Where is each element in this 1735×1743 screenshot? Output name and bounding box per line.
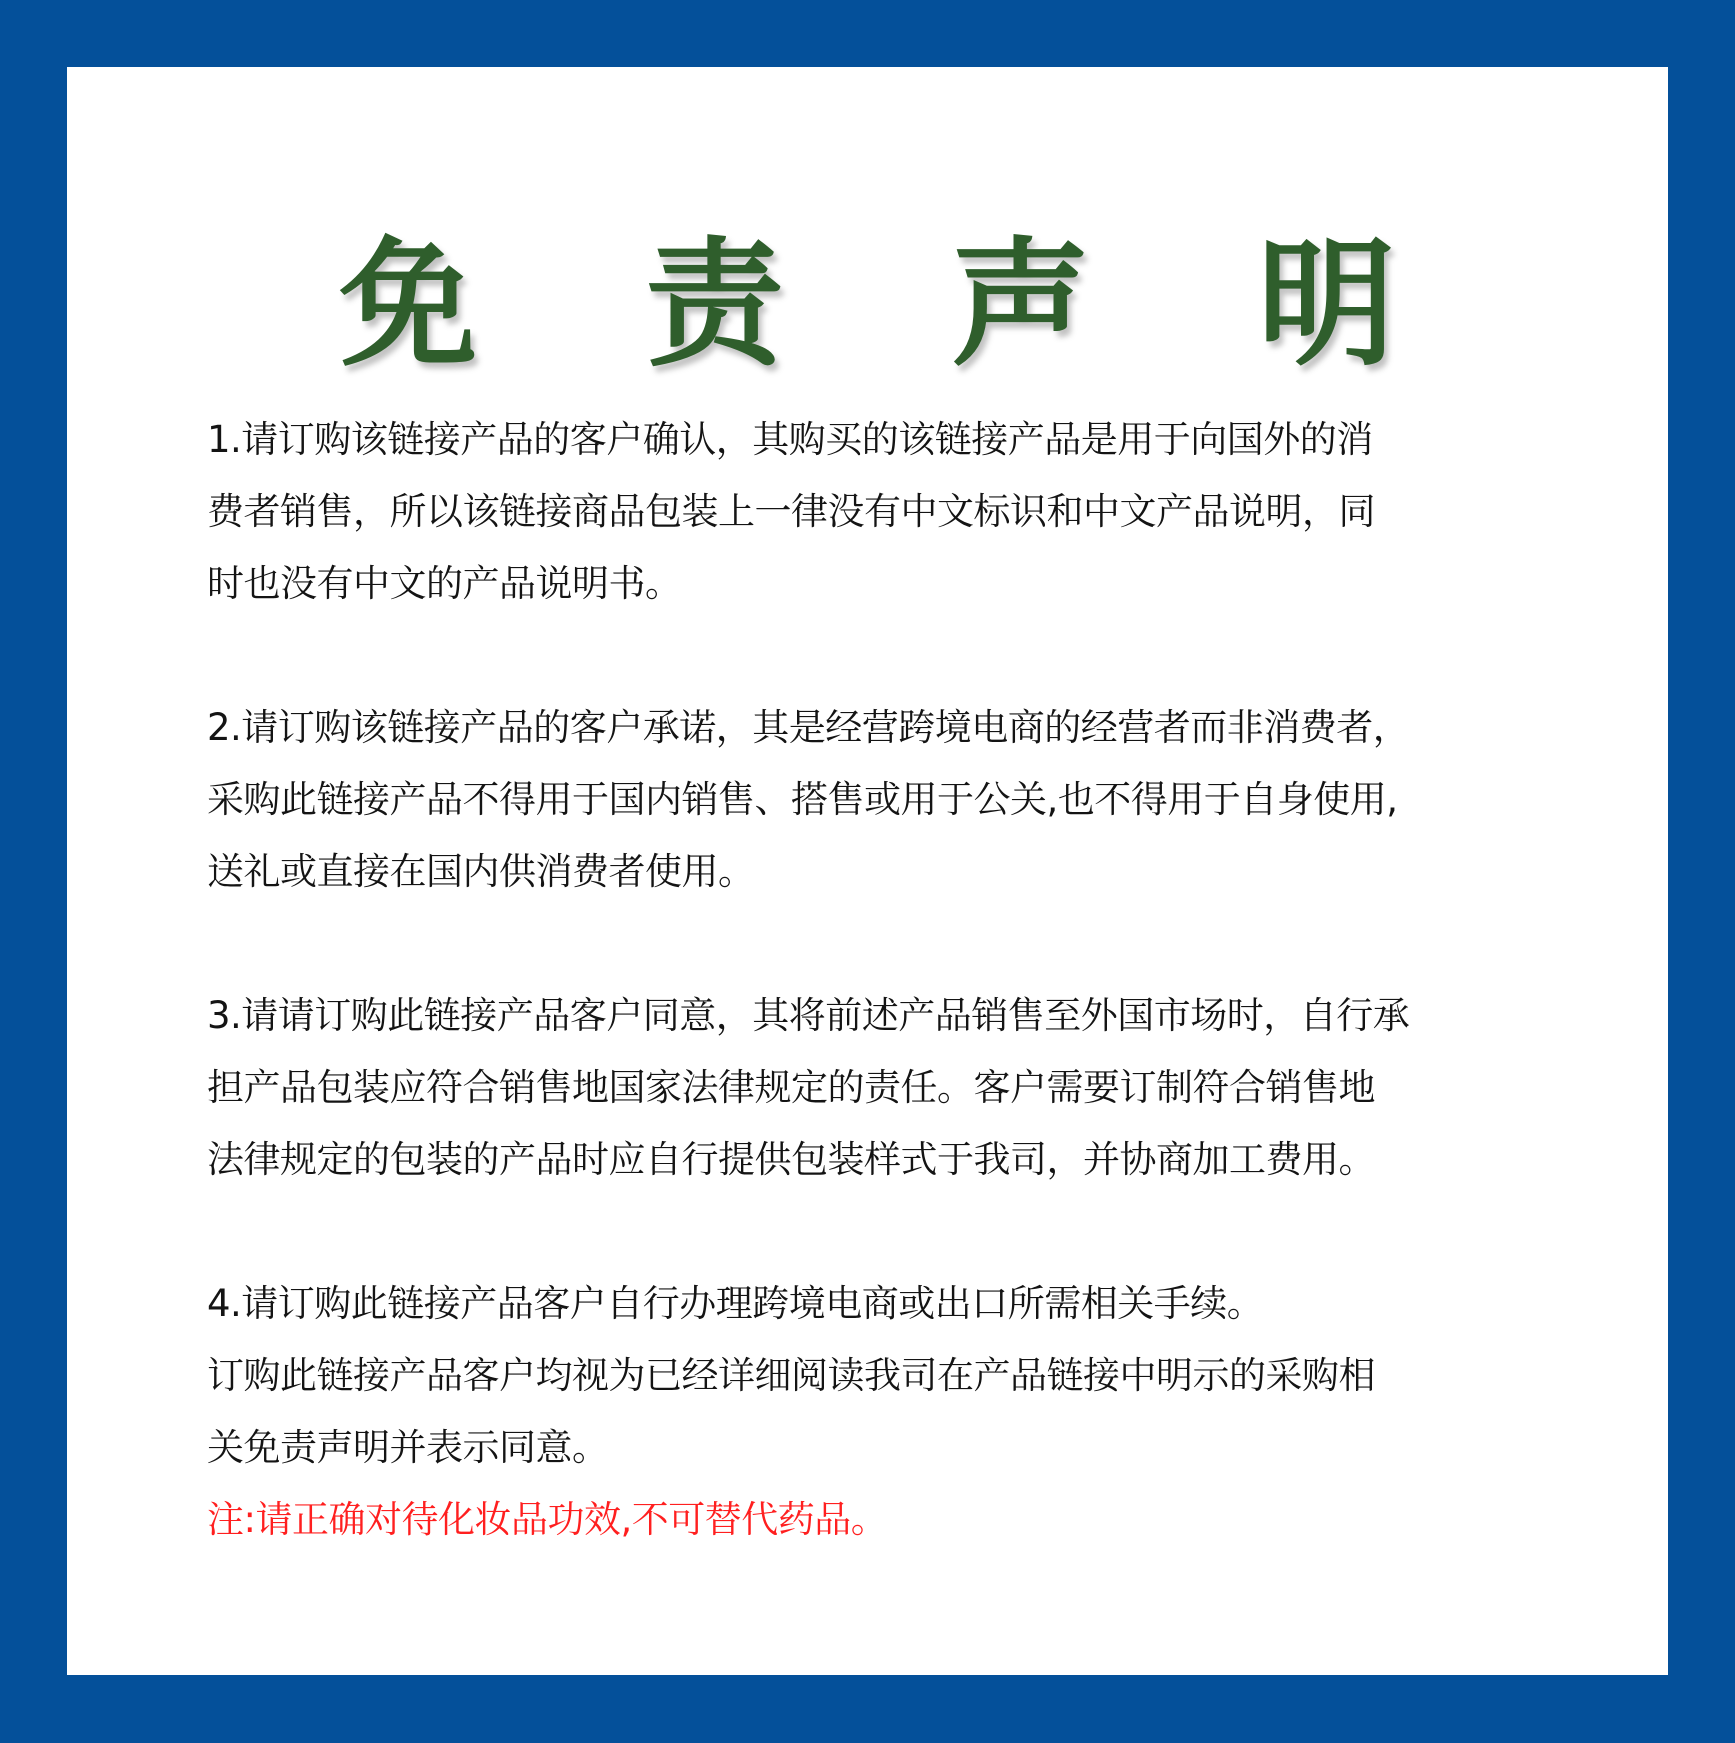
page-title (67, 215, 1668, 415)
text-line: 订购此链接产品客户均视为已经详细阅读我司在产品链接中明示的采购相 (207, 1354, 1375, 1397)
title-char: 责 (645, 224, 784, 385)
text-line: 2.请订购该链接产品的客户承诺，其是经营跨境电商的经营者而非消费者， (207, 706, 1410, 749)
text-line: 时也没有中文的产品说明书。 (207, 562, 682, 605)
warning-note: 注:请正确对待化妆品功效,不可替代药品。 (207, 1498, 888, 1541)
clause-4 (207, 1268, 1587, 1340)
disclaimer-body (207, 404, 1587, 1556)
text-line: 采购此链接产品不得用于国内销售、搭售或用于公关,也不得用于自身使用, (207, 778, 1398, 821)
disclaimer-panel (67, 67, 1668, 1675)
clause-2 (207, 692, 1587, 908)
text-line: 法律规定的包装的产品时应自行提供包装样式于我司，并协商加工费用。 (207, 1138, 1375, 1181)
text-line: 1.请订购该链接产品的客户确认，其购买的该链接产品是用于向国外的消 (207, 418, 1373, 461)
clause-1 (207, 404, 1587, 620)
text-line: 担产品包装应符合销售地国家法律规定的责任。客户需要订制符合销售地 (207, 1066, 1375, 1109)
text-line: 3.请请订购此链接产品客户同意，其将前述产品销售至外国市场时，自行承 (207, 994, 1410, 1037)
acknowledgement (207, 1340, 1587, 1484)
title-char: 声 (951, 224, 1090, 385)
clause-3 (207, 980, 1587, 1196)
text-line: 费者销售，所以该链接商品包装上一律没有中文标识和中文产品说明，同 (207, 490, 1375, 533)
text-line: 4.请订购此链接产品客户自行办理跨境电商或出口所需相关手续。 (207, 1282, 1264, 1325)
text-line: 送礼或直接在国内供消费者使用。 (207, 850, 755, 893)
title-char: 明 (1257, 224, 1396, 385)
text-line: 关免责声明并表示同意。 (207, 1426, 609, 1469)
title-char: 免 (339, 224, 478, 385)
